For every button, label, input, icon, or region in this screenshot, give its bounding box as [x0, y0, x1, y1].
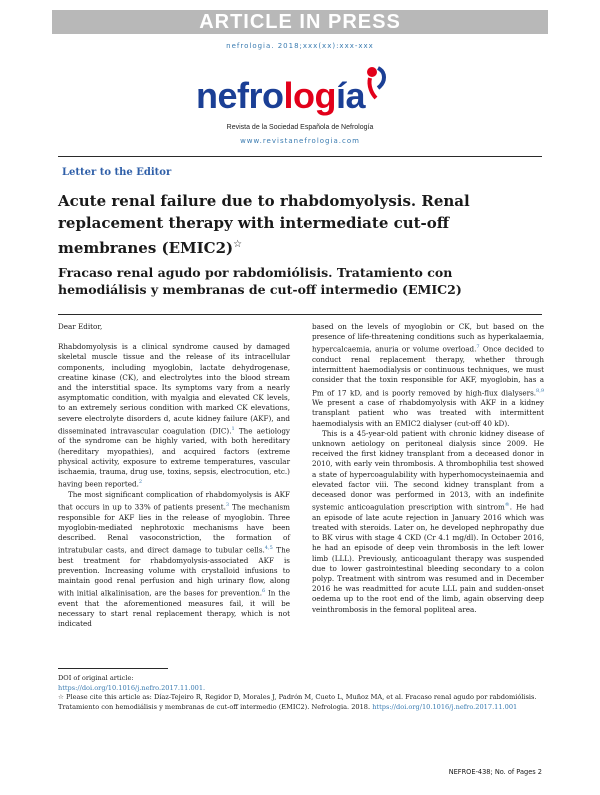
reference-link[interactable]: 1 — [231, 425, 235, 432]
paragraph — [58, 342, 290, 490]
journal-logo — [196, 66, 416, 122]
journal-url[interactable]: www.revistanefrologia.com — [240, 137, 360, 145]
article-in-press-banner: ARTICLE IN PRESS — [52, 10, 548, 34]
journal-subtitle: Revista de la Sociedad Española de Nefrología — [226, 124, 374, 131]
citation-footnote — [58, 693, 542, 712]
registered-mark: ® — [504, 502, 510, 509]
paragraph-text: The aetiology of the syndrome can be highly varied, with both hereditary (hereditary myopathies), and acquired factors (extreme physical activity, exposure to extreme temperatures, vascular ischaemia, trauma, drug use, toxins, sepsis, electrocution, etc.) having been reported. — [58, 426, 290, 489]
doi-footnote — [58, 674, 542, 693]
logo-part-1: nefro — [196, 75, 284, 116]
section-label: Letter to the Editor — [62, 167, 172, 178]
paragraph-text: The most significant complication of rhabdomyolysis is AKF that occurs in up to 33% of patients present. — [58, 489, 290, 512]
paragraph-text: This is a 45-year-old patient with chronic kidney disease of unknown aetiology on peritoneal dialysis since 2009. He received the first kidney transplant from a deceased donor in 2010, with early vein thrombosis. A thrombophilia test showed a state of hypercoagulability with hyperhomocysteinaemia and elevated factor viii. The second kidney transplant from a deceased donor was performed in 2013, with an indefinite systemic anticoagulation prescription with sintrom — [312, 428, 544, 512]
reference-link[interactable]: 3 — [225, 502, 230, 509]
article-title-english — [58, 190, 542, 259]
paragraph — [312, 322, 544, 429]
reference-link[interactable]: 8,9 — [536, 387, 544, 394]
page-footer: NEFROE-438; No. of Pages 2 — [448, 768, 542, 776]
paragraph-text: . He had an episode of late acute rejection in January 2016 which was treated with steroids. Later on, he developed nephropathy due to BK virus with stage 4 CKD (Cr 4.1 mg/dl). In October 2016, he had an episode of deep vein thrombosis in the left lower limb (LLL). Previously, anticoagulant therapy was suspended due to lower gastrointestinal bleeding secondary to a colon polyp. Treatment with sintrom was resumed and in December 2016 he was readmitted for acute LLL pain and sudden-onset oedema up to the root end of the limb, again observing deep veinthrombosis in the femoral popliteal area. — [312, 502, 544, 614]
citation-text: Please cite this article as: Díaz-Tejeiro R, Regidor D, Morales J, Padrón M, Cueto L, Muñoz MA, et al. Fracaso renal agudo por rabdomiólisis. Tratamiento con hemodiálisis y membranas de cut-off intermedio (EMIC2). Nefrologia. 2018. — [58, 693, 537, 711]
paragraph — [312, 429, 544, 615]
journal-reference: nefrologia. 2018;xxx(xx):xxx-xxx — [226, 42, 374, 50]
citation-star: ☆ — [58, 693, 64, 701]
reference-link[interactable]: 6 — [261, 588, 266, 595]
reference-link[interactable]: 2 — [138, 479, 143, 486]
footnote-divider — [58, 668, 168, 669]
paragraph-text: Rhabdomyolysis is a clinical syndrome caused by damaged skeletal muscle tissue and the release of its intracellular components, including myoglobin, lactate dehydrogenase, creatine kinase (CK), and electrolytes into the blood stream and the interstitial space. Its symptoms vary from a nearly asymptomatic condition, with myalgia and elevated CK levels, to an extremely serious condition with marked CK elevations, severe electrolyte disorders d, acute kidney failure (AKF), and disseminated intravascular coagulation (DIC). — [58, 342, 290, 436]
paragraph-text: Once decided to conduct renal replacement therapy, whether through intermittent haemodialysis or continuous techniques, we must consider that the toxin responsible for AKF, myoglobin, has a Pm of 17 kD, and is poorly removed by high-flux dialysers. — [312, 344, 544, 397]
title-footnote-star[interactable]: ☆ — [233, 239, 243, 250]
title-divider — [58, 314, 542, 315]
paragraph-text: The mechanism responsible for AKF lies in the release of myoglobin. Three myoglobin-mediated nephrotoxic mechanisms have been described. Renal vasoconstriction, the formation of intratubular casts, and direct damage to tubular cells. — [58, 502, 291, 555]
citation-link[interactable]: https://doi.org/10.1016/j.nefro.2017.11.001 — [372, 702, 518, 711]
logo-wordmark — [196, 76, 365, 116]
doi-label: DOI of original article: — [58, 674, 134, 682]
paragraph-text: The best treatment for rhabdomyolysis-associated AKF is prevention. Increasing volume with crystalloid infusions to maintain good renal perfusion and high urinary flow, along with initial alkalinisation, are the bases for prevention. — [58, 545, 290, 598]
title-text: Acute renal failure due to rhabdomyolysis. Renal replacement therapy with intermediate cut-off membranes (EMIC2) — [58, 192, 470, 257]
header-divider — [58, 156, 542, 157]
left-column — [58, 322, 290, 630]
logo-part-3: ía — [335, 75, 366, 116]
salutation: Dear Editor, — [58, 322, 103, 331]
article-title-spanish: Fracaso renal agudo por rabdomiólisis. Tratamiento con hemodiálisis y membranas de cut-off intermedio (EMIC2) — [58, 265, 462, 297]
footnotes — [58, 674, 542, 712]
right-column — [312, 322, 544, 615]
logo-figure-icon — [364, 66, 390, 100]
logo-part-2: log — [283, 75, 336, 116]
reference-link[interactable]: 4,5 — [264, 545, 273, 552]
paragraph-text: In the event that the aforementioned measures fail, it will be necessary to start renal replacement therapy, which is not indicated — [58, 588, 290, 629]
reference-link[interactable]: 7 — [476, 344, 480, 351]
paragraph-text: We present a case of rhabdomyolysis with AKF in a kidney transplant patient who was treated with intermittent haemodialysis with an EMIC2 dialyser (cut-off 40 kD). — [312, 398, 544, 428]
doi-link[interactable]: https://doi.org/10.1016/j.nefro.2017.11.001. — [58, 683, 206, 692]
paragraph-text: based on the levels of myoglobin or CK, but based on the presence of life-threatening conditions such as hyperkalaemia, hypercalcaemia, anuria or volume overload. — [312, 322, 544, 354]
paragraph — [58, 490, 290, 630]
